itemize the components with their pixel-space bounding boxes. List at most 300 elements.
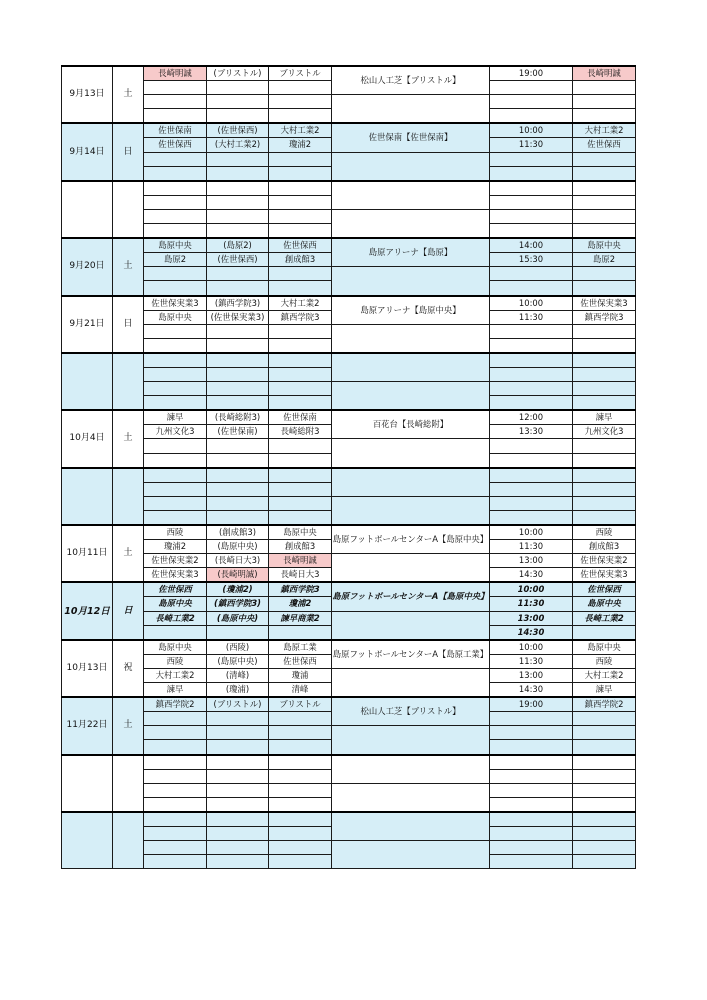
result-team bbox=[573, 510, 636, 525]
team-away bbox=[269, 510, 332, 525]
team-away: 瓊浦2 bbox=[269, 138, 332, 152]
venue bbox=[332, 668, 490, 697]
team-referee bbox=[207, 482, 269, 496]
kickoff-time bbox=[490, 812, 573, 827]
kickoff-time bbox=[490, 109, 573, 124]
result-team bbox=[573, 181, 636, 196]
kickoff-time bbox=[490, 224, 573, 239]
team-referee bbox=[207, 181, 269, 196]
kickoff-time: 14:30 bbox=[490, 625, 573, 640]
weekday: 土 bbox=[113, 66, 144, 123]
team-home: 佐世保実業2 bbox=[144, 554, 207, 568]
team-home bbox=[144, 324, 207, 338]
table-row bbox=[62, 668, 636, 682]
team-referee: (鎮西学院3) bbox=[207, 296, 269, 311]
kickoff-time bbox=[490, 267, 573, 281]
team-referee: (佐世保実業3) bbox=[207, 310, 269, 324]
venue bbox=[332, 267, 490, 296]
weekday: 祝 bbox=[113, 640, 144, 697]
team-referee bbox=[207, 109, 269, 124]
kickoff-time: 10:00 bbox=[490, 296, 573, 311]
venue bbox=[332, 209, 490, 238]
team-referee bbox=[207, 353, 269, 368]
kickoff-time: 13:30 bbox=[490, 425, 573, 439]
match-date: 10月4日 bbox=[62, 410, 113, 467]
team-home: 島原2 bbox=[144, 253, 207, 267]
team-referee: (佐世保西) bbox=[207, 123, 269, 138]
match-date bbox=[62, 468, 113, 525]
kickoff-time bbox=[490, 712, 573, 726]
result-team bbox=[573, 324, 636, 338]
venue: 島原アリーナ【島原中央】 bbox=[332, 296, 490, 325]
venue: 島原フットボールセンターA【島原中央】 bbox=[332, 525, 490, 554]
kickoff-time bbox=[490, 396, 573, 411]
kickoff-time bbox=[490, 726, 573, 740]
team-home bbox=[144, 267, 207, 281]
team-home bbox=[144, 396, 207, 411]
venue: 島原フットボールセンターA【島原中央】 bbox=[332, 582, 490, 611]
team-away bbox=[269, 324, 332, 338]
result-team bbox=[573, 338, 636, 353]
team-away bbox=[269, 267, 332, 281]
match-date: 11月22日 bbox=[62, 697, 113, 754]
team-referee bbox=[207, 324, 269, 338]
team-referee bbox=[207, 209, 269, 223]
result-team bbox=[573, 812, 636, 827]
table-row bbox=[62, 640, 636, 655]
weekday bbox=[113, 812, 144, 869]
kickoff-time bbox=[490, 338, 573, 353]
match-date: 9月13日 bbox=[62, 66, 113, 123]
team-home: 佐世保実業3 bbox=[144, 568, 207, 583]
table-row bbox=[62, 66, 636, 81]
weekday bbox=[113, 181, 144, 238]
result-team: 島原中央 bbox=[573, 640, 636, 655]
kickoff-time: 13:00 bbox=[490, 611, 573, 625]
team-home: 佐世保西 bbox=[144, 582, 207, 597]
team-home bbox=[144, 439, 207, 453]
team-away bbox=[269, 367, 332, 381]
table-row bbox=[62, 152, 636, 166]
team-home: 長崎工業2 bbox=[144, 611, 207, 625]
table-row bbox=[62, 238, 636, 253]
team-away bbox=[269, 841, 332, 855]
result-team: 島原中央 bbox=[573, 597, 636, 611]
team-away bbox=[269, 812, 332, 827]
team-away: 長崎明誠 bbox=[269, 554, 332, 568]
table-row bbox=[62, 296, 636, 311]
team-referee bbox=[207, 496, 269, 510]
table-row bbox=[62, 123, 636, 138]
team-referee: (清峰) bbox=[207, 668, 269, 682]
kickoff-time: 15:30 bbox=[490, 253, 573, 267]
team-away bbox=[269, 797, 332, 812]
schedule-table bbox=[61, 65, 636, 869]
table-row bbox=[62, 611, 636, 625]
result-team bbox=[573, 382, 636, 396]
kickoff-time: 14:30 bbox=[490, 683, 573, 698]
kickoff-time bbox=[490, 195, 573, 209]
result-team bbox=[573, 166, 636, 181]
kickoff-time: 13:00 bbox=[490, 668, 573, 682]
kickoff-time bbox=[490, 510, 573, 525]
team-referee: (創成館3) bbox=[207, 525, 269, 540]
team-home: 鎮西学院2 bbox=[144, 697, 207, 712]
match-date: 9月21日 bbox=[62, 296, 113, 353]
team-away bbox=[269, 439, 332, 453]
team-away bbox=[269, 224, 332, 239]
team-away bbox=[269, 496, 332, 510]
team-away: 鎮西学院3 bbox=[269, 582, 332, 597]
team-referee: (島原中央) bbox=[207, 540, 269, 554]
team-referee bbox=[207, 396, 269, 411]
kickoff-time bbox=[490, 826, 573, 840]
result-team bbox=[573, 712, 636, 726]
kickoff-time bbox=[490, 855, 573, 869]
team-away bbox=[269, 396, 332, 411]
table-row bbox=[62, 582, 636, 597]
result-team: 九州文化3 bbox=[573, 425, 636, 439]
team-home bbox=[144, 482, 207, 496]
result-team bbox=[573, 755, 636, 770]
kickoff-time: 10:00 bbox=[490, 640, 573, 655]
kickoff-time bbox=[490, 281, 573, 296]
kickoff-time bbox=[490, 453, 573, 468]
kickoff-time: 11:30 bbox=[490, 597, 573, 611]
result-team bbox=[573, 81, 636, 95]
team-referee bbox=[207, 195, 269, 209]
team-referee bbox=[207, 712, 269, 726]
team-home: 瓊浦2 bbox=[144, 540, 207, 554]
venue: 島原フットボールセンターA【島原工業】 bbox=[332, 640, 490, 669]
team-away bbox=[269, 166, 332, 181]
venue bbox=[332, 353, 490, 382]
team-away: ブリストル bbox=[269, 697, 332, 712]
result-team bbox=[573, 353, 636, 368]
team-referee bbox=[207, 740, 269, 755]
kickoff-time bbox=[490, 755, 573, 770]
result-team: 佐世保西 bbox=[573, 582, 636, 597]
team-home bbox=[144, 755, 207, 770]
kickoff-time: 10:00 bbox=[490, 582, 573, 597]
table-row bbox=[62, 267, 636, 281]
result-team: 諫早 bbox=[573, 683, 636, 698]
match-date bbox=[62, 812, 113, 869]
team-referee: (佐世保西) bbox=[207, 253, 269, 267]
team-referee: (長崎明誠) bbox=[207, 568, 269, 583]
kickoff-time: 19:00 bbox=[490, 697, 573, 712]
team-home bbox=[144, 783, 207, 797]
match-date: 9月20日 bbox=[62, 238, 113, 295]
venue bbox=[332, 611, 490, 640]
weekday: 日 bbox=[113, 582, 144, 639]
kickoff-time bbox=[490, 496, 573, 510]
kickoff-time: 11:30 bbox=[490, 138, 573, 152]
team-home bbox=[144, 855, 207, 869]
team-referee bbox=[207, 367, 269, 381]
result-team bbox=[573, 625, 636, 640]
team-referee bbox=[207, 152, 269, 166]
weekday bbox=[113, 353, 144, 410]
team-home: 九州文化3 bbox=[144, 425, 207, 439]
venue bbox=[332, 755, 490, 784]
team-away bbox=[269, 726, 332, 740]
team-home: 島原中央 bbox=[144, 640, 207, 655]
team-referee bbox=[207, 338, 269, 353]
team-away: 長崎総附3 bbox=[269, 425, 332, 439]
table-row bbox=[62, 783, 636, 797]
team-home bbox=[144, 209, 207, 223]
result-team: 佐世保実業2 bbox=[573, 554, 636, 568]
team-referee: (島原中央) bbox=[207, 654, 269, 668]
team-referee bbox=[207, 797, 269, 812]
team-away: 創成館3 bbox=[269, 253, 332, 267]
table-row bbox=[62, 382, 636, 396]
kickoff-time: 10:00 bbox=[490, 123, 573, 138]
team-away bbox=[269, 195, 332, 209]
result-team bbox=[573, 367, 636, 381]
team-home: 西陵 bbox=[144, 525, 207, 540]
team-away bbox=[269, 482, 332, 496]
team-referee: (長崎日大3) bbox=[207, 554, 269, 568]
table-row bbox=[62, 697, 636, 712]
team-away: 佐世保南 bbox=[269, 410, 332, 425]
result-team: 鎮西学院2 bbox=[573, 697, 636, 712]
weekday: 土 bbox=[113, 238, 144, 295]
team-referee bbox=[207, 841, 269, 855]
team-away bbox=[269, 769, 332, 783]
team-home bbox=[144, 826, 207, 840]
kickoff-time: 10:00 bbox=[490, 525, 573, 540]
result-team bbox=[573, 482, 636, 496]
table-row bbox=[62, 324, 636, 338]
venue bbox=[332, 726, 490, 755]
team-away: 創成館3 bbox=[269, 540, 332, 554]
team-home bbox=[144, 510, 207, 525]
venue: 松山人工芝【ブリストル】 bbox=[332, 66, 490, 95]
team-home bbox=[144, 812, 207, 827]
weekday: 土 bbox=[113, 410, 144, 467]
team-away: 島原中央 bbox=[269, 525, 332, 540]
result-team bbox=[573, 855, 636, 869]
result-team bbox=[573, 95, 636, 109]
venue bbox=[332, 841, 490, 869]
table-row bbox=[62, 554, 636, 568]
team-home bbox=[144, 152, 207, 166]
team-home: 西陵 bbox=[144, 654, 207, 668]
team-away bbox=[269, 109, 332, 124]
team-referee: (長崎総附3) bbox=[207, 410, 269, 425]
table-row bbox=[62, 812, 636, 827]
team-referee: (西陵) bbox=[207, 640, 269, 655]
team-away: 鎮西学院3 bbox=[269, 310, 332, 324]
team-referee bbox=[207, 726, 269, 740]
team-home bbox=[144, 453, 207, 468]
team-referee: (島原中央) bbox=[207, 611, 269, 625]
team-referee: (ブリストル) bbox=[207, 697, 269, 712]
team-away bbox=[269, 468, 332, 483]
team-home bbox=[144, 181, 207, 196]
team-home: 島原中央 bbox=[144, 310, 207, 324]
team-home bbox=[144, 769, 207, 783]
result-team: 創成館3 bbox=[573, 540, 636, 554]
result-team bbox=[573, 195, 636, 209]
result-team bbox=[573, 439, 636, 453]
kickoff-time bbox=[490, 209, 573, 223]
result-team bbox=[573, 769, 636, 783]
kickoff-time bbox=[490, 740, 573, 755]
team-home bbox=[144, 95, 207, 109]
match-date bbox=[62, 181, 113, 238]
kickoff-time bbox=[490, 439, 573, 453]
team-away: 瓊浦 bbox=[269, 668, 332, 682]
table-row bbox=[62, 439, 636, 453]
venue bbox=[332, 152, 490, 181]
team-home bbox=[144, 338, 207, 353]
venue bbox=[332, 324, 490, 353]
venue bbox=[332, 439, 490, 468]
team-referee: (瓊浦2) bbox=[207, 582, 269, 597]
match-date: 10月12日 bbox=[62, 582, 113, 639]
venue bbox=[332, 554, 490, 583]
venue bbox=[332, 812, 490, 841]
team-home bbox=[144, 625, 207, 640]
team-away bbox=[269, 181, 332, 196]
team-home: 島原中央 bbox=[144, 238, 207, 253]
result-team: 鎮西学院3 bbox=[573, 310, 636, 324]
result-team bbox=[573, 740, 636, 755]
result-team bbox=[573, 468, 636, 483]
team-away: 大村工業2 bbox=[269, 296, 332, 311]
team-referee bbox=[207, 224, 269, 239]
result-team bbox=[573, 396, 636, 411]
kickoff-time bbox=[490, 324, 573, 338]
kickoff-time bbox=[490, 797, 573, 812]
team-referee bbox=[207, 625, 269, 640]
result-team bbox=[573, 726, 636, 740]
venue: 松山人工芝【ブリストル】 bbox=[332, 697, 490, 726]
team-away: 諫早商業2 bbox=[269, 611, 332, 625]
team-away: ブリストル bbox=[269, 66, 332, 81]
team-home bbox=[144, 382, 207, 396]
result-team bbox=[573, 783, 636, 797]
table-row bbox=[62, 410, 636, 425]
team-home: 佐世保西 bbox=[144, 138, 207, 152]
team-referee: (ブリストル) bbox=[207, 66, 269, 81]
venue: 島原アリーナ【島原】 bbox=[332, 238, 490, 267]
team-home bbox=[144, 841, 207, 855]
venue bbox=[332, 181, 490, 210]
weekday: 土 bbox=[113, 525, 144, 582]
team-referee bbox=[207, 382, 269, 396]
team-away: 佐世保西 bbox=[269, 654, 332, 668]
venue: 佐世保南【佐世保南】 bbox=[332, 123, 490, 152]
team-away bbox=[269, 740, 332, 755]
team-home bbox=[144, 797, 207, 812]
venue bbox=[332, 496, 490, 525]
team-home bbox=[144, 367, 207, 381]
match-date: 10月13日 bbox=[62, 640, 113, 697]
result-team bbox=[573, 209, 636, 223]
venue bbox=[332, 783, 490, 812]
result-team bbox=[573, 797, 636, 812]
team-home: 諫早 bbox=[144, 410, 207, 425]
team-referee bbox=[207, 281, 269, 296]
team-away bbox=[269, 353, 332, 368]
team-away bbox=[269, 712, 332, 726]
kickoff-time: 11:30 bbox=[490, 540, 573, 554]
venue: 百花台【長崎総附】 bbox=[332, 410, 490, 439]
team-away bbox=[269, 453, 332, 468]
team-away: 瓊浦2 bbox=[269, 597, 332, 611]
team-away: 佐世保西 bbox=[269, 238, 332, 253]
result-team: 大村工業2 bbox=[573, 668, 636, 682]
kickoff-time bbox=[490, 152, 573, 166]
result-team bbox=[573, 281, 636, 296]
match-date: 9月14日 bbox=[62, 123, 113, 180]
team-home: 大村工業2 bbox=[144, 668, 207, 682]
team-referee bbox=[207, 769, 269, 783]
result-team bbox=[573, 267, 636, 281]
team-home bbox=[144, 166, 207, 181]
kickoff-time bbox=[490, 468, 573, 483]
venue bbox=[332, 95, 490, 124]
team-home bbox=[144, 726, 207, 740]
kickoff-time bbox=[490, 841, 573, 855]
weekday bbox=[113, 755, 144, 812]
team-home: 島原中央 bbox=[144, 597, 207, 611]
team-referee bbox=[207, 783, 269, 797]
team-referee bbox=[207, 755, 269, 770]
table-row bbox=[62, 353, 636, 368]
team-home bbox=[144, 81, 207, 95]
team-referee bbox=[207, 855, 269, 869]
kickoff-time bbox=[490, 367, 573, 381]
team-away bbox=[269, 826, 332, 840]
team-home: 佐世保実業3 bbox=[144, 296, 207, 311]
kickoff-time bbox=[490, 353, 573, 368]
team-away bbox=[269, 338, 332, 353]
kickoff-time bbox=[490, 166, 573, 181]
result-team bbox=[573, 496, 636, 510]
table-row bbox=[62, 95, 636, 109]
team-referee bbox=[207, 510, 269, 525]
kickoff-time: 13:00 bbox=[490, 554, 573, 568]
team-home bbox=[144, 712, 207, 726]
team-home bbox=[144, 281, 207, 296]
table-row bbox=[62, 525, 636, 540]
team-away bbox=[269, 81, 332, 95]
result-team: 諫早 bbox=[573, 410, 636, 425]
team-referee: (鎮西学院3) bbox=[207, 597, 269, 611]
table-row bbox=[62, 496, 636, 510]
kickoff-time: 14:00 bbox=[490, 238, 573, 253]
match-date bbox=[62, 755, 113, 812]
team-away: 島原工業 bbox=[269, 640, 332, 655]
venue bbox=[332, 468, 490, 497]
table-row bbox=[62, 726, 636, 740]
kickoff-time: 11:30 bbox=[490, 654, 573, 668]
team-away bbox=[269, 783, 332, 797]
weekday: 土 bbox=[113, 697, 144, 754]
result-team: 佐世保実業3 bbox=[573, 296, 636, 311]
team-referee bbox=[207, 812, 269, 827]
weekday bbox=[113, 468, 144, 525]
result-team: 佐世保西 bbox=[573, 138, 636, 152]
team-referee: (島原2) bbox=[207, 238, 269, 253]
team-home bbox=[144, 195, 207, 209]
team-referee: (佐世保南) bbox=[207, 425, 269, 439]
